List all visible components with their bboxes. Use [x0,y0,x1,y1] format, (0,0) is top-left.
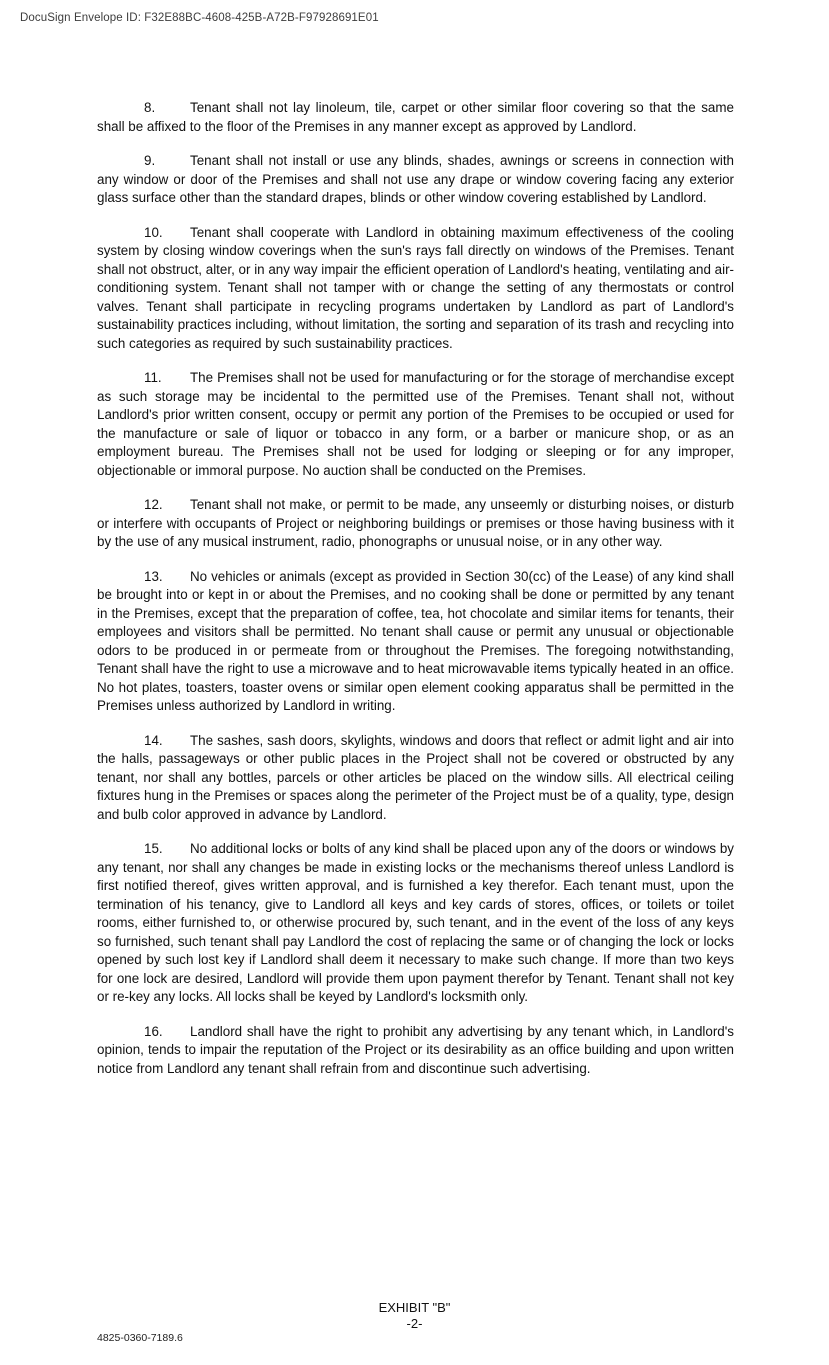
page-footer [0,1300,829,1344]
paragraph-text: Tenant shall not install or use any blinds, shades, awnings or screens in connection with any window or door of the Premises and shall not use any drape or window covering facing any exterior glass surface other than the standard drapes, blinds or other window covering established by Landlord. [97,153,734,205]
paragraph-text: Landlord shall have the right to prohibit any advertising by any tenant which, in Landlord's opinion, tends to impair the reputation of the Project or its desirability as an office building and upon written notice from Landlord any tenant shall refrain from and discontinue such advertising. [97,1023,734,1076]
paragraph-number: 11. [144,370,162,385]
paragraph-10 [97,224,734,354]
paragraph-number: 15. [144,841,163,856]
paragraph-number: 10. [144,224,163,240]
paragraph-number: 9. [144,153,156,168]
paragraph-text: Tenant shall not make, or permit to be made, any unseemly or disturbing noises, or disturb or interfere with occupants of Project or neighboring buildings or premises or those having business with it by the use of any musical instrument, radio, phonographs or unusual noise, or in any other way. [97,497,734,549]
paragraph-8 [97,99,734,136]
paragraph-text: Tenant shall not lay linoleum, tile, carpet or other similar floor covering so that the same shall be affixed to the floor of the Premises in any manner except as approved by Landlord. [97,100,734,134]
paragraph-9 [97,152,734,208]
paragraph-text: No vehicles or animals (except as provided in Section 30(cc) of the Lease) of any kind shall be brought into or kept in or about the Premises, and no cooking shall be done or permitted by any tenant in the Premises, except that the preparation of coffee, tea, hot chocolate and similar items for tenants, their employees and visitors shall be permitted. No tenant shall cause or permit any unusual or objectionable odors to be produced in or permeate from or throughout the Premises. The foregoing notwithstanding, Tenant shall have the right to use a microwave and to heat microwavable items typically heated in an office. No hot plates, toasters, toaster ovens or similar open element cooking apparatus shall be permitted in the Premises unless authorized by Landlord in writing. [97,568,734,713]
document-body [97,99,734,1094]
docusign-envelope-id: DocuSign Envelope ID: F32E88BC-4608-425B-A72B-F97928691E01 [20,12,379,24]
paragraph-14 [97,732,734,825]
paragraph-text: Tenant shall cooperate with Landlord in obtaining maximum effectiveness of the cooling system by closing window coverings when the sun's rays fall directly on windows of the Premises. Tenant shall not obstruct, alter, or in any way impair the efficient operation of Landlord's heating, ventilating and air-conditioning system. Tenant shall not tamper with or change the setting of any thermostats or control valves. Tenant shall participate in recycling programs undertaken by Landlord as part of Landlord's sustainability practices including, without limitation, the sorting and separation of its trash and recycling into such categories as required by such sustainability practices. [97,224,734,351]
page-number: -2- [406,1316,423,1331]
paragraph-text: The Premises shall not be used for manufacturing or for the storage of merchandise except as such storage may be incidental to the permitted use of the Premises. Tenant shall not, without Landlord's prior written consent, occupy or permit any portion of the Premises to be occupied or used for the manufacture or sale of liquor or tobacco in any form, or a barber or manicure shop, or as an employment bureau. The Premises shall not be used for lodging or sleeping or for any improper, objectionable or immoral purpose. No auction shall be conducted on the Premises. [97,370,734,478]
paragraph-text: No additional locks or bolts of any kind shall be placed upon any of the doors or windows by any tenant, nor shall any changes be made in existing locks or the mechanisms thereof unless Landlord is first notified thereof, gives written approval, and is furnished a key therefor. Each tenant must, upon the termination of his tenancy, give to Landlord all keys and key cards of stores, offices, or toilets or toilet rooms, either furnished to, or otherwise procured by, such tenant, and in the event of the loss of any keys so furnished, such tenant shall pay Landlord the cost of replacing the same or of changing the lock or locks opened by such lost key if Landlord shall deem it necessary to make such change. If more than two keys for one lock are desired, Landlord will provide them upon payment therefor by Tenant. Tenant shall not key or re-key any locks. All locks shall be keyed by Landlord's locksmith only. [97,841,734,1004]
paragraph-15 [97,840,734,1007]
paragraph-text: The sashes, sash doors, skylights, windows and doors that reflect or admit light and air into the halls, passageways or other public places in the Project shall not be covered or obstructed by any tenant, nor shall any bottles, parcels or other articles be placed on the window sills. All electrical ceiling fixtures hung in the Premises or spaces along the perimeter of the Project must be of a quality, type, design and bulb color approved in advance by Landlord. [97,732,734,822]
paragraph-number: 8. [144,100,156,115]
paragraph-13 [97,568,734,716]
paragraph-12 [97,496,734,552]
document-reference-number: 4825-0360-7189.6 [97,1332,183,1344]
paragraph-11 [97,369,734,480]
exhibit-label: EXHIBIT "B" [378,1300,451,1315]
paragraph-number: 14. [144,732,163,748]
paragraph-number: 13. [144,568,163,584]
paragraph-number: 12. [144,497,163,512]
paragraph-16 [97,1023,734,1079]
paragraph-number: 16. [144,1023,163,1039]
